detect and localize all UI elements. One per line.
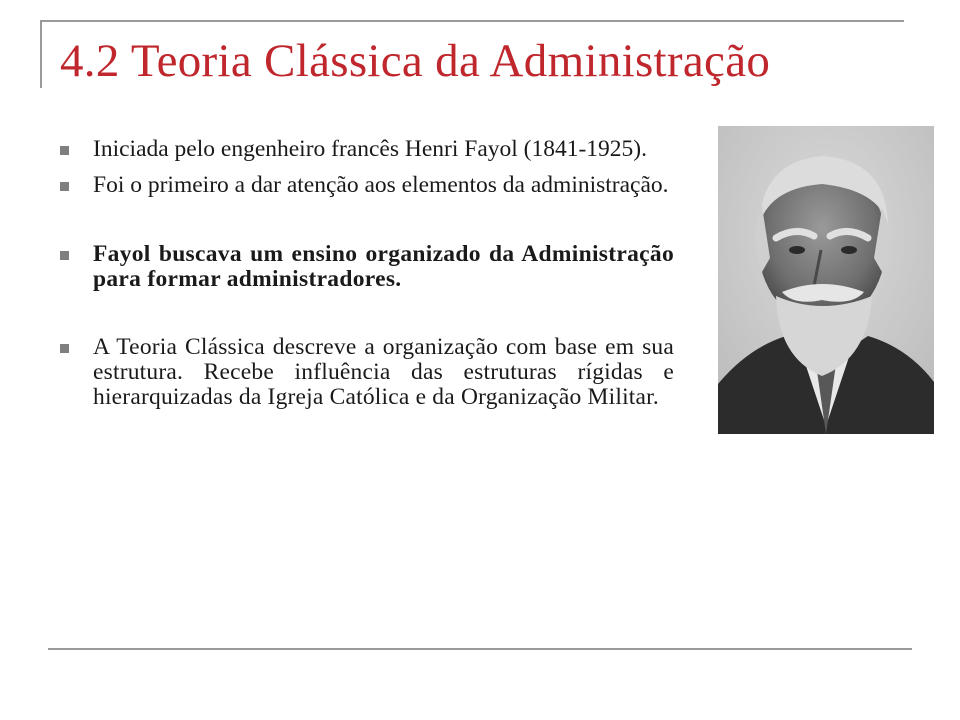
- square-bullet-icon: [60, 182, 69, 191]
- bullet-item: [58, 242, 674, 292]
- bullet-item: [58, 173, 674, 198]
- bullet-item: [58, 137, 674, 162]
- bottom-rule: [48, 648, 912, 650]
- bullet-text: Fayol buscava um ensino organizado da Administração para formar administradores.: [93, 241, 674, 292]
- bullet-text: Foi o primeiro a dar atenção aos elementos da administração.: [93, 172, 669, 198]
- bullet-text: A Teoria Clássica descreve a organização com base em sua estrutura. Recebe influência das estruturas rígidas e hierarquizadas da Igreja Católica e da Organização Militar.: [93, 334, 674, 410]
- bullet-item: [58, 335, 674, 410]
- bullet-text: Iniciada pelo engenheiro francês Henri Fayol (1841-1925).: [93, 136, 648, 162]
- square-bullet-icon: [60, 251, 69, 260]
- top-rule: [40, 20, 904, 22]
- left-rule: [40, 20, 42, 88]
- slide-title: 4.2 Teoria Clássica da Administração: [60, 35, 771, 87]
- square-bullet-icon: [60, 146, 69, 155]
- bullet-list: [58, 137, 674, 410]
- portrait-photo: [718, 126, 934, 434]
- square-bullet-icon: [60, 344, 69, 353]
